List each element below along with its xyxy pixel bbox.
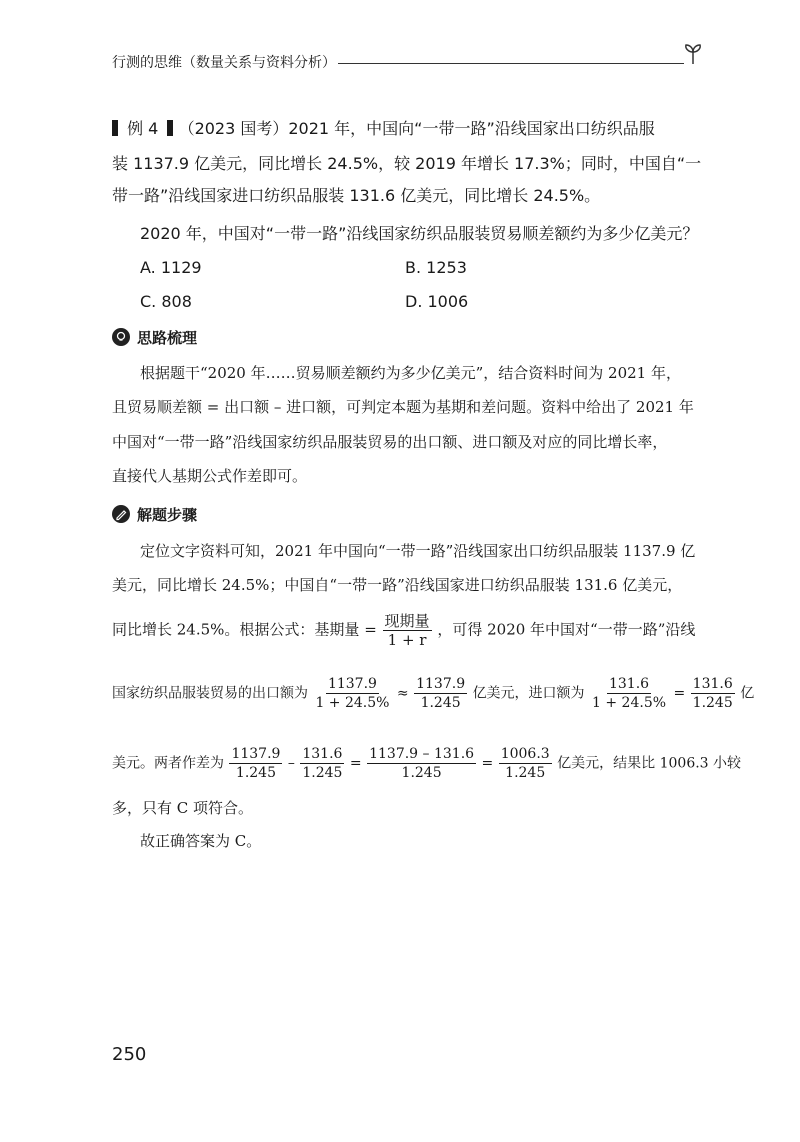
fraction-numerator: 1006.3 (500, 746, 550, 762)
option-a: A. 1129 (140, 258, 202, 277)
solution-text-3b: ，可得 2020 年中国对“一带一路”沿线 (437, 620, 696, 639)
fraction-denominator: 1 + 24.5% (315, 695, 390, 711)
solution-line-1: 定位文字资料可知，2021 年中国向“一带一路”沿线国家出口纺织品服装 1137.9 亿 (140, 542, 696, 560)
solution-line-4 (112, 675, 754, 712)
solution-text-4a: 国家纺织品服装贸易的出口额为 (112, 685, 308, 702)
example-label: 例 4 (127, 119, 159, 138)
running-header-title: 行测的思维（数量关系与资料分析） (112, 55, 336, 71)
minus-sign: – (287, 755, 295, 772)
equals-sign: = (481, 755, 494, 772)
header-rule (338, 63, 684, 64)
fraction-denominator: 1 + 24.5% (592, 695, 667, 711)
example-bracket-right (167, 120, 173, 136)
fraction-denominator: 1.245 (505, 765, 546, 781)
solution-heading: 解题步骤 (137, 506, 198, 524)
answer-line: 故正确答案为 C。 (140, 832, 262, 850)
difference-fraction-2 (300, 745, 344, 782)
example-bracket-left (112, 120, 118, 136)
analysis-line-2: 且贸易顺差额 = 出口额 – 进口额，可判定本题为基期和差问题。资料中给出了 2021 年 (112, 398, 694, 416)
solution-text-4b: 亿美元，进口额为 (472, 685, 585, 702)
fraction-denominator: 1.245 (692, 695, 733, 711)
option-d: D. 1006 (405, 292, 469, 311)
import-fraction-1 (590, 675, 668, 712)
export-fraction-2 (414, 675, 467, 712)
fraction-numerator: 1137.9 (327, 676, 377, 692)
solution-text-4c: 亿 (740, 685, 755, 702)
question-stem: 2020 年，中国对“一带一路”沿线国家纺织品服装贸易顺差额约为多少亿美元？ (140, 224, 699, 243)
analysis-heading: 思路梳理 (137, 329, 198, 347)
solution-text-5a: 美元。两者作差为 (112, 755, 224, 772)
equals-sign: = (349, 755, 362, 772)
equals-sign: ≈ (396, 685, 409, 702)
question-line-3: 带一路”沿线国家进口纺织品服装 131.6 亿美元，同比增长 24.5%。 (112, 186, 601, 205)
solution-text-3a: 同比增长 24.5%。根据公式：基期量 = (112, 620, 377, 639)
option-b: B. 1253 (405, 258, 467, 277)
fraction-numerator: 1137.9 (416, 676, 466, 692)
import-fraction-2 (691, 675, 735, 712)
analysis-line-4: 直接代人基期公式作差即可。 (112, 467, 308, 485)
solution-line-5 (112, 745, 741, 782)
difference-fraction-1 (229, 745, 282, 782)
solution-line-6: 多，只有 C 项符合。 (112, 799, 254, 817)
solution-line-2: 美元，同比增长 24.5%；中国自“一带一路”沿线国家进口纺织品服装 131.6 亿美元， (112, 576, 683, 594)
fraction-denominator: 1.245 (420, 695, 461, 711)
question-text-1: （2023 国考）2021 年，中国向“一带一路”沿线国家出口纺织品服 (178, 119, 655, 138)
fraction-numerator: 131.6 (608, 676, 650, 692)
formula-numerator: 现期量 (384, 612, 430, 630)
page-number: 250 (112, 1044, 147, 1065)
fraction-denominator: 1.245 (235, 765, 276, 781)
fraction-denominator: 1.245 (401, 765, 442, 781)
question-line-1 (112, 118, 655, 140)
pencil-icon (112, 505, 130, 523)
fraction-numerator: 1137.9 – 131.6 (369, 746, 475, 762)
analysis-line-3: 中国对“一带一路”沿线国家纺织品服装贸易的出口额、进口额及对应的同比增长率， (112, 433, 668, 451)
export-fraction-1 (313, 675, 391, 712)
solution-line-3 (112, 612, 695, 649)
sprout-icon (680, 40, 706, 66)
base-formula-fraction (383, 612, 432, 649)
difference-fraction-4 (499, 745, 552, 782)
fraction-numerator: 1137.9 (231, 746, 281, 762)
option-c: C. 808 (140, 292, 192, 311)
question-line-2: 装 1137.9 亿美元，同比增长 24.5%，较 2019 年增长 17.3%；同时，中国自“一 (112, 154, 702, 173)
equals-sign: = (673, 685, 686, 702)
analysis-line-1: 根据题干“2020 年……贸易顺差额约为多少亿美元”，结合资料时间为 2021 年， (140, 364, 681, 382)
formula-denominator: 1 + r (387, 631, 427, 649)
lightbulb-icon (112, 328, 130, 346)
fraction-denominator: 1.245 (302, 765, 343, 781)
fraction-numerator: 131.6 (692, 676, 733, 692)
fraction-numerator: 131.6 (302, 746, 343, 762)
difference-fraction-3 (367, 745, 476, 782)
solution-text-5b: 亿美元，结果比 1006.3 小较 (557, 755, 742, 772)
